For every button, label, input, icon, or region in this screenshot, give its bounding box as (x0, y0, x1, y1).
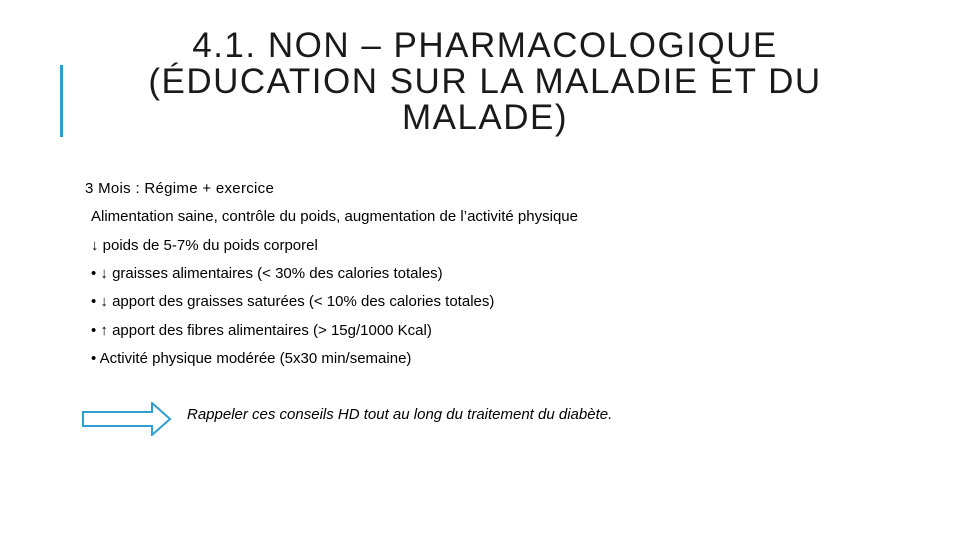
lifestyle-heading: Alimentation saine, contrôle du poids, augmentation de l’activité physique (91, 208, 578, 225)
title-line-1: 4.1. NON – PHARMACOLOGIQUE (192, 26, 778, 65)
slide-title (95, 28, 875, 136)
bullet-fiber-intake: • ↑ apport des fibres alimentaires (> 15g/1000 Kcal) (91, 322, 432, 339)
duration-line: 3 Mois : Régime + exercice (85, 180, 275, 197)
title-line-3: MALADE) (401, 98, 569, 137)
title-accent-bar (60, 65, 63, 137)
bullet-physical-activity: • Activité physique modérée (5x30 min/semaine) (91, 350, 412, 367)
right-arrow-outline-icon (82, 402, 172, 436)
reminder-note: Rappeler ces conseils HD tout au long du traitement du diabète. (187, 406, 613, 423)
title-line-2: (ÉDUCATION SUR LA MALADIE ET DU (148, 62, 822, 101)
weight-loss-line: ↓ poids de 5-7% du poids corporel (91, 237, 318, 254)
bullet-saturated-fat: • ↓ apport des graisses saturées (< 10% des calories totales) (91, 293, 495, 310)
bullet-fat-intake: • ↓ graisses alimentaires (< 30% des calories totales) (91, 265, 443, 282)
